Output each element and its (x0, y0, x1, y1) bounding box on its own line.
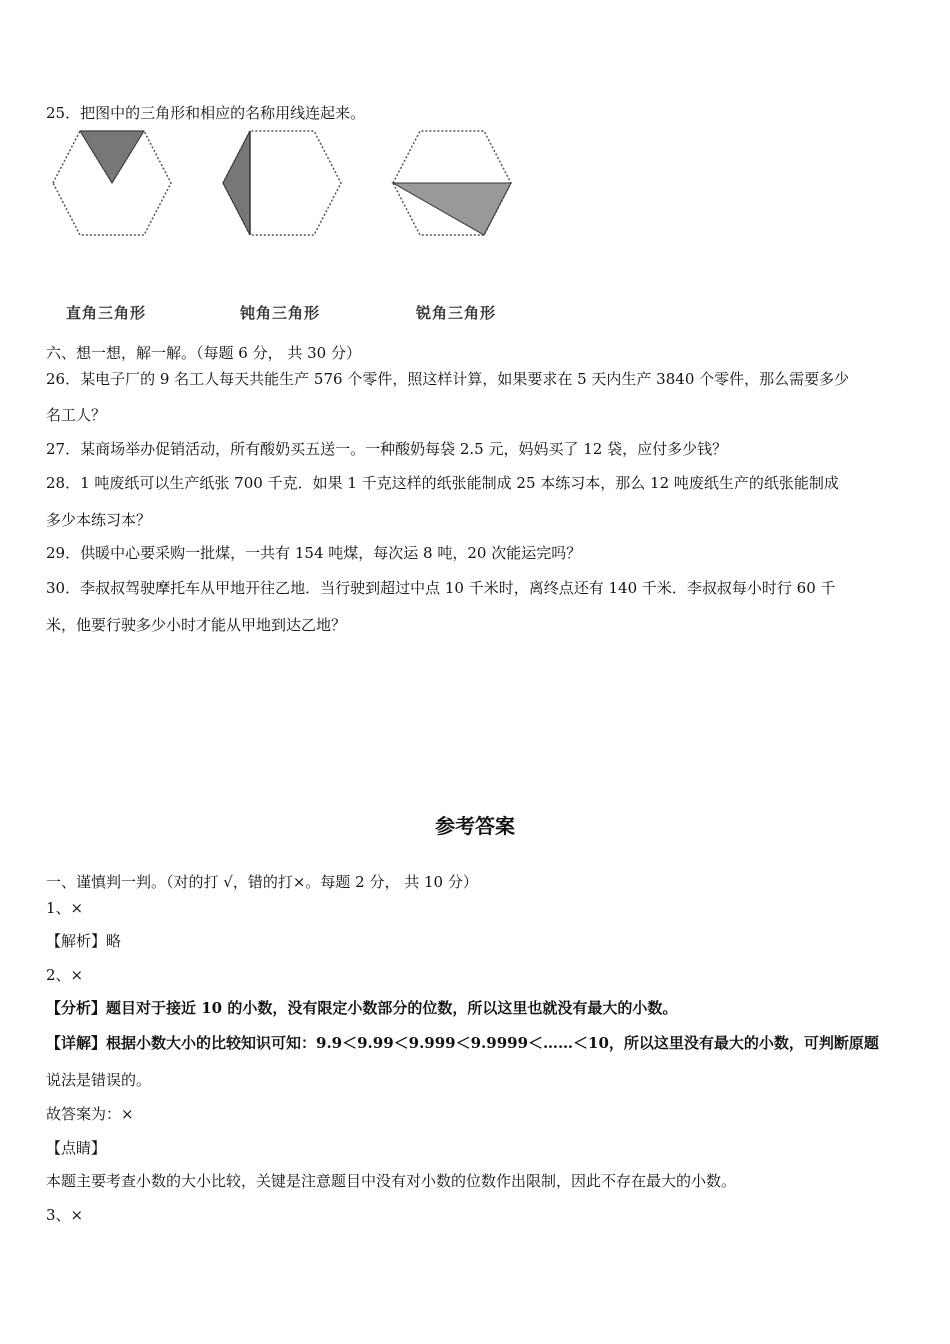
answer-2-analysis: 【分析】题目对于接近 10 的小数，没有限定小数部分的位数，所以这里也就没有最大的小数。 (46, 999, 678, 1017)
section-6-heading: 六、想一想，解一解。（每题 6 分， 共 30 分） (46, 344, 361, 362)
answer-2-point-heading: 【点睛】 (46, 1139, 107, 1157)
hexagon-acute-triangle (393, 131, 511, 235)
question-27: 27．某商场举办促销活动，所有酸奶买五送一。一种酸奶每袋 2.5 元，妈妈买了 12 袋，应付多少钱？ (46, 440, 728, 458)
hexagon-right-triangle (53, 131, 171, 235)
label-acute-triangle: 锐角三角形 (416, 304, 497, 322)
question-30-line1: 30．李叔叔驾驶摩托车从甲地开往乙地．当行驶到超过中点 10 千米时，离终点还有 140 千米．李叔叔每小时行 60 千 (46, 579, 836, 597)
question-26-line2: 名工人？ (46, 406, 107, 424)
hexagon-obtuse-triangle (223, 131, 341, 235)
answer-1: 1、× (46, 899, 84, 917)
label-obtuse-triangle: 钝角三角形 (240, 304, 321, 322)
question-25: 25．把图中的三角形和相应的名称用线连起来。 (46, 104, 366, 122)
question-30-line2: 米，他要行驶多少小时才能从甲地到达乙地？ (46, 616, 347, 634)
answer-2: 2、× (46, 966, 84, 984)
label-right-triangle: 直角三角形 (66, 304, 147, 322)
answer-2-detail-line1: 【详解】根据小数大小的比较知识可知：9.9＜9.99＜9.999＜9.9999＜……＜10，所以这里没有最大的小数，可判断原题 (46, 1034, 879, 1052)
question-28-line2: 多少本练习本？ (46, 511, 152, 529)
answer-2-point: 本题主要考查小数的大小比较，关键是注意题目中没有对小数的位数作出限制，因此不存在最大的小数。 (46, 1172, 737, 1190)
question-29: 29．供暖中心要采购一批煤，一共有 154 吨煤，每次运 8 吨，20 次能运完吗？ (46, 544, 582, 562)
answer-2-final: 故答案为：× (46, 1105, 134, 1123)
question-28-line1: 28．1 吨废纸可以生产纸张 700 千克．如果 1 千克这样的纸张能制成 25 本练习本，那么 12 吨废纸生产的纸张能制成 (46, 474, 839, 492)
answer-3: 3、× (46, 1206, 84, 1224)
answer-2-detail-line2: 说法是错误的。 (46, 1071, 152, 1089)
hexagon-figures (48, 128, 528, 243)
answer-key-title: 参考答案 (435, 814, 515, 838)
question-26-line1: 26．某电子厂的 9 名工人每天共能生产 576 个零件，照这样计算，如果要求在 5 天内生产 3840 个零件，那么需要多少 (46, 370, 850, 388)
answer-1-analysis: 【解析】略 (46, 932, 122, 950)
section-1-heading: 一、谨慎判一判。（对的打 √，错的打×。每题 2 分， 共 10 分） (46, 873, 478, 891)
